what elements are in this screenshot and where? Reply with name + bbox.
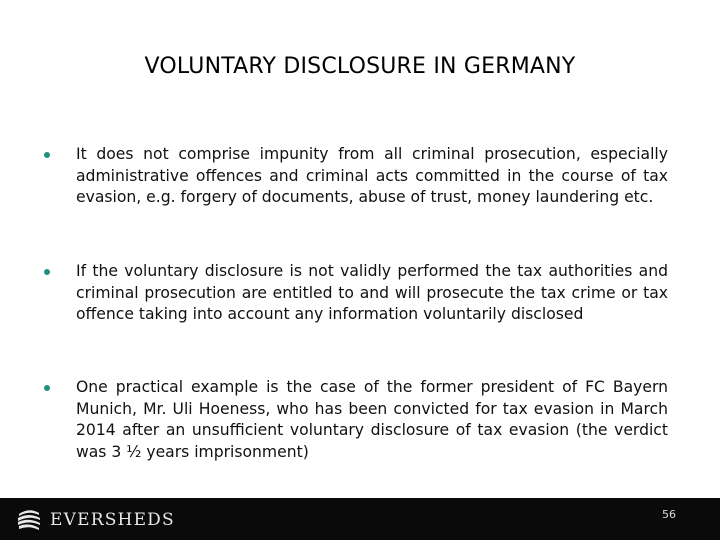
footer-bar [0,498,720,540]
bullet-text: It does not comprise impunity from all criminal prosecution, especially administrative offences and criminal acts committed in the course of tax evasion, e.g. forgery of documents, abuse of trust, money laundering etc. [76,145,668,206]
bullet-dot-icon [44,152,50,158]
bullet-dot-icon [44,269,50,275]
company-logo [16,507,175,533]
eversheds-logo-icon [16,507,42,533]
bullet-text: One practical example is the case of the former president of FC Bayern Munich, Mr. Uli Hoeness, who has been convicted for tax evasion in March 2014 after an unsufficient voluntary disclosure of tax evasion (the verdict was 3 ½ years imprisonment) [76,378,668,461]
bullet-dot-icon [44,385,50,391]
slide-title: VOLUNTARY DISCLOSURE IN GERMANY [144,54,576,79]
logo-text: EVERSHEDS [50,510,175,530]
bullet-text: If the voluntary disclosure is not validly performed the tax authorities and criminal prosecution are entitled to and will prosecute the tax crime or tax offence taking into account any information voluntarily disclosed [76,262,668,323]
page-number: 56 [662,508,676,521]
